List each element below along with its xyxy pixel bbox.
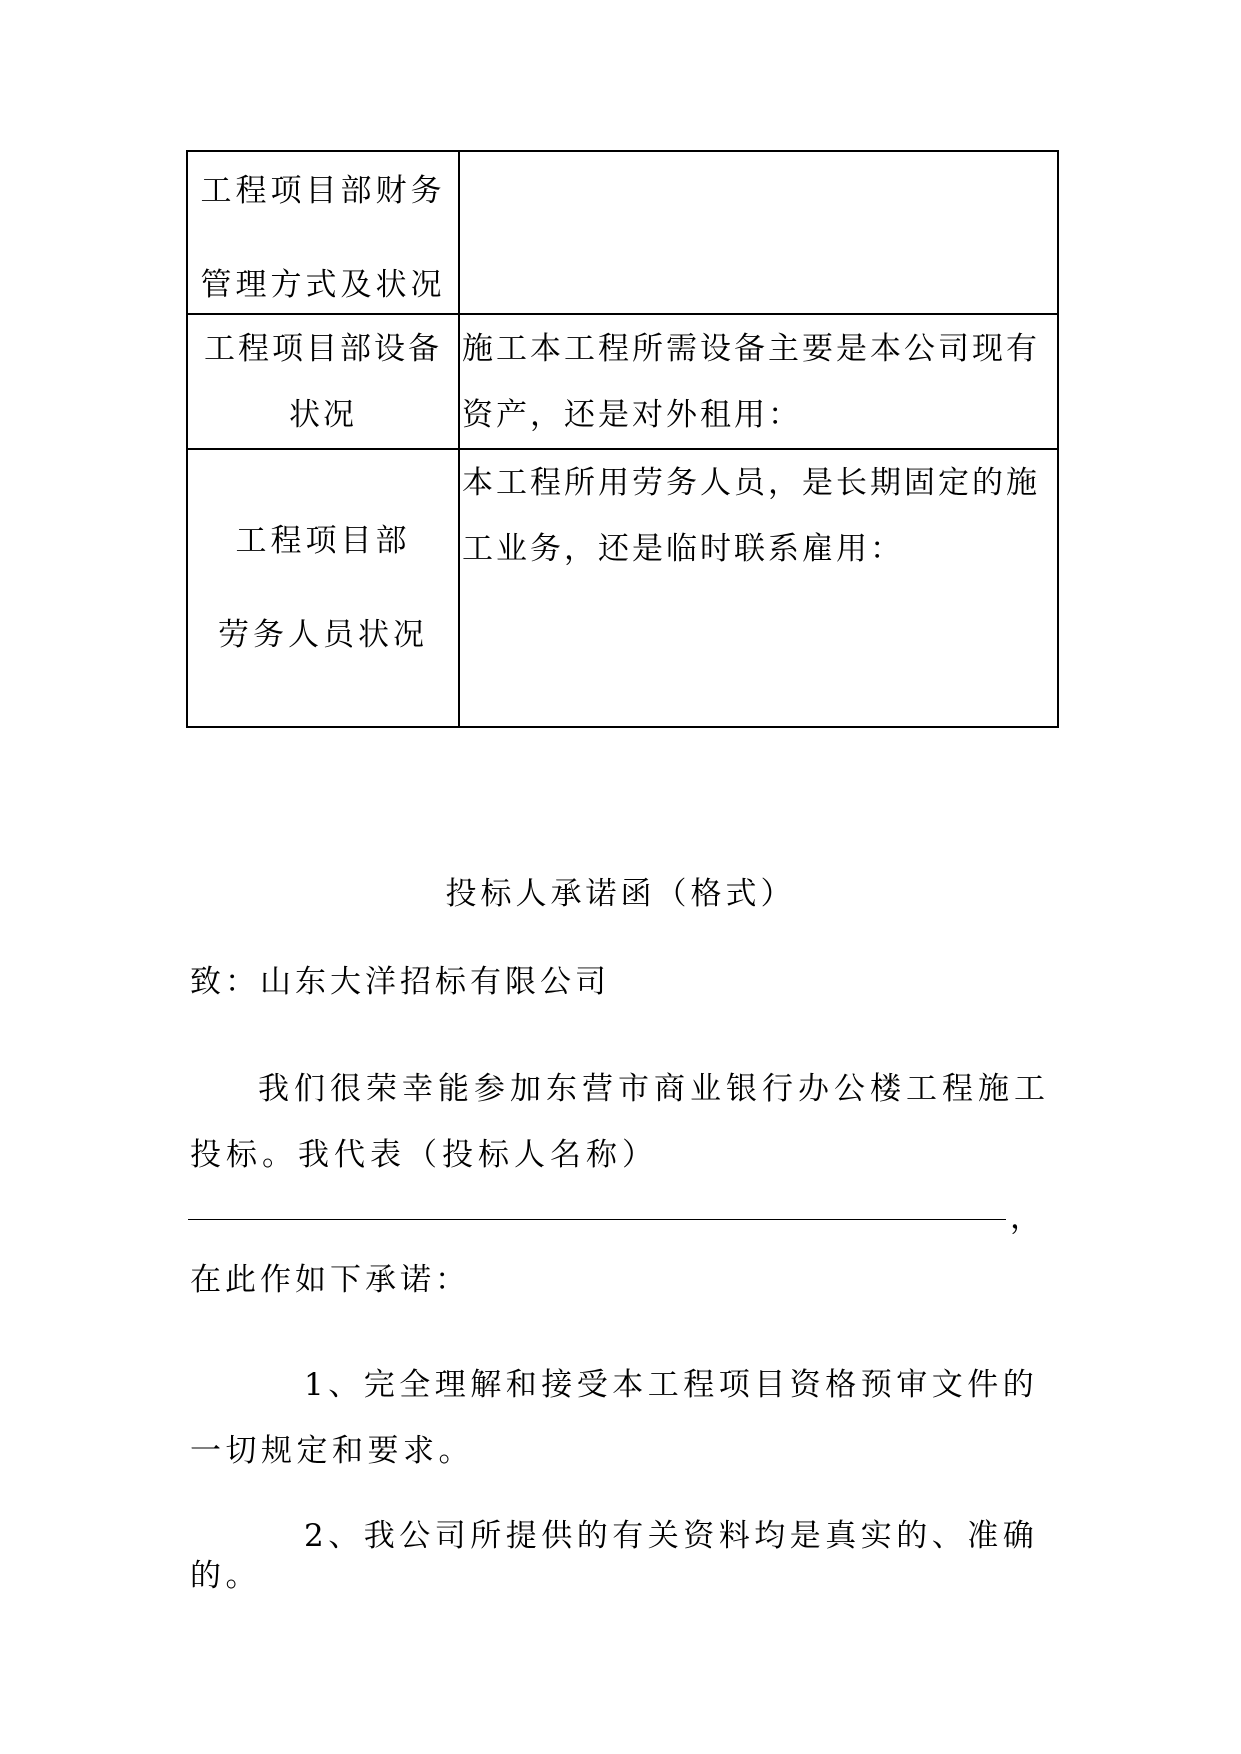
table-row — [187, 314, 1058, 449]
blank-comma: ， — [1010, 1200, 1041, 1236]
letter-commit-lead: 在此作如下承诺： — [190, 1262, 470, 1298]
commitment-item-2: 2、我公司所提供的有关资料均是真实的、准确的。 — [190, 1518, 1039, 1594]
finance-label-line-1: 工程项目部财务 — [200, 173, 446, 209]
table-row — [187, 449, 1058, 727]
labor-label-line-2: 劳务人员状况 — [218, 617, 428, 653]
finance-label-cell — [187, 151, 459, 314]
letter-intro: 我们很荣幸能参加东营市商业银行办公楼工程施工投标。我代表（投标人名称） — [190, 1071, 1050, 1173]
commitment-item-1: 1、完全理解和接受本工程项目资格预审文件的一切规定和要求。 — [190, 1367, 1039, 1469]
table-row — [187, 151, 1058, 314]
finance-content-cell — [459, 151, 1058, 314]
labor-label-line-1: 工程项目部 — [235, 523, 411, 559]
labor-label-cell — [187, 449, 459, 727]
bidder-name-blank — [188, 1219, 1006, 1220]
equipment-content-cell: 施工本工程所需设备主要是本公司现有资产，还是对外租用： — [459, 314, 1058, 449]
project-status-table — [186, 150, 1059, 728]
labor-content-cell: 本工程所用劳务人员，是长期固定的施工业务，还是临时联系雇用： — [459, 449, 1058, 727]
letter-title: 投标人承诺函（格式） — [445, 876, 796, 912]
finance-label-line-2: 管理方式及状况 — [200, 267, 446, 303]
letter-addressee: 致：山东大洋招标有限公司 — [190, 964, 610, 1000]
equipment-label-cell: 工程项目部设备状况 — [187, 314, 459, 449]
